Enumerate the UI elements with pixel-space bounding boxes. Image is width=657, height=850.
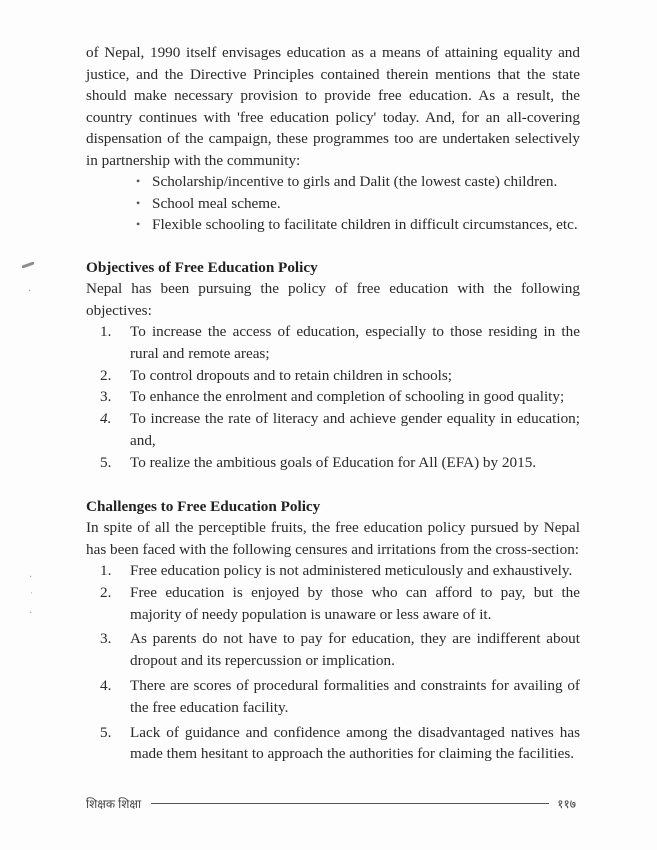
item-number: 5. — [100, 723, 112, 741]
item-number: 2. — [100, 366, 112, 384]
objectives-intro: Nepal has been pursuing the policy of free education with the following objectives: — [86, 280, 580, 319]
margin-scan-dot: ˈ — [30, 591, 34, 602]
objective-item — [86, 321, 580, 365]
bullet-icon: • — [136, 174, 141, 188]
challenges-list — [86, 560, 580, 765]
challenge-item — [86, 722, 580, 766]
margin-scan-dot: · — [29, 608, 33, 619]
challenge-item — [86, 582, 580, 626]
objective-item — [86, 365, 580, 387]
item-text: Free education is enjoyed by those who can afford to pay, but the majority of needy population is unaware or less aware of it. — [130, 583, 580, 623]
challenge-item — [86, 560, 580, 582]
item-text: To control dropouts and to retain children in schools; — [130, 366, 453, 384]
bullet-text: Scholarship/incentive to girls and Dalit (the lowest caste) children. — [152, 173, 558, 190]
item-text: To enhance the enrolment and completion of schooling in good quality; — [130, 388, 565, 406]
objective-item — [86, 452, 580, 474]
bullet-icon: • — [136, 195, 141, 210]
bullet-text: Flexible schooling to facilitate children in difficult circumstances, etc. — [152, 216, 578, 233]
objective-item — [86, 386, 580, 408]
page-number: ११७ — [557, 796, 576, 811]
bullet-item — [86, 214, 580, 236]
margin-scan-dot: · — [29, 572, 33, 583]
item-text: To realize the ambitious goals of Education for All (EFA) by 2015. — [130, 453, 537, 471]
objective-item — [86, 408, 580, 452]
objectives-list — [86, 321, 580, 474]
item-number: 4. — [100, 677, 112, 695]
bullet-icon: • — [136, 217, 141, 231]
challenges-heading: Challenges to Free Education Policy — [86, 497, 321, 515]
item-number: 4. — [100, 410, 112, 428]
bullet-item — [86, 171, 580, 193]
item-text: There are scores of procedural formalities and constraints for availing of the free education facility. — [130, 677, 580, 716]
item-text: As parents do not have to pay for education, they are indifferent about dropout and its repercussion or implication. — [130, 630, 580, 670]
item-number: 3. — [100, 388, 112, 406]
item-text: To increase the rate of literacy and achieve gender equality in education; and, — [130, 410, 580, 449]
item-number: 1. — [100, 323, 112, 340]
journal-title: शिक्षक शिक्षा — [86, 796, 142, 811]
programme-bullet-list — [86, 171, 580, 236]
objectives-heading: Objectives of Free Education Policy — [86, 258, 318, 276]
item-number: 3. — [100, 630, 112, 648]
document-page — [86, 42, 580, 765]
item-number: 2. — [100, 583, 112, 601]
challenge-item — [86, 628, 580, 672]
challenges-intro: In spite of all the perceptible fruits, the free education policy pursued by Nepal has been faced with the following censures and irritations from the cross-section: — [86, 519, 580, 558]
bullet-item — [86, 193, 580, 215]
margin-scan-dot: · — [28, 286, 32, 297]
item-text: Lack of guidance and confidence among the disadvantaged natives has made them hesitant to approach the authorities for claiming the facilities. — [130, 723, 580, 763]
item-text: Free education policy is not administered meticulously and exhaustively. — [130, 562, 573, 580]
item-text: To increase the access of education, especially to those residing in the rural and remote areas; — [130, 323, 580, 362]
bullet-text: School meal scheme. — [152, 194, 281, 212]
intro-paragraph: of Nepal, 1990 itself envisages education as a means of attaining equality and justice, and the Directive Principles contained therein mentions that the state should make necessary provision to provide free education. As a result, the country continues with 'free education policy' today. And, for an all-covering dispensation of the campaign, these programmes too are undertaken selectively in partnership with the community: — [86, 44, 580, 169]
item-number: 5. — [100, 453, 112, 471]
page-footer — [86, 794, 576, 812]
challenge-item — [86, 675, 580, 719]
item-number: 1. — [100, 562, 112, 580]
margin-scan-mark — [22, 262, 34, 268]
footer-rule — [151, 803, 549, 804]
